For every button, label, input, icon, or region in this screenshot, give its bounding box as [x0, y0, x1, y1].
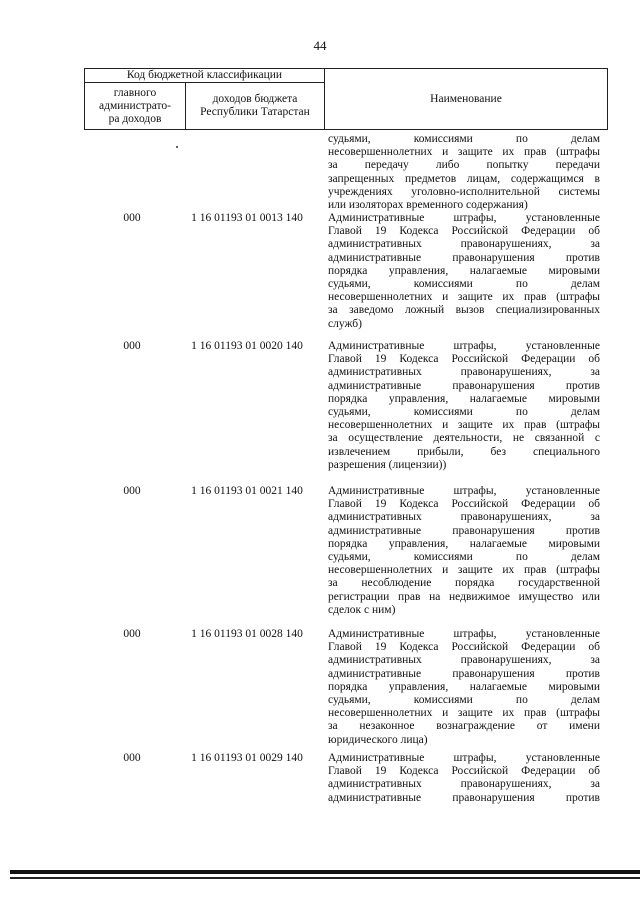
revenue-code-cell: 1 16 01193 01 0028 140: [191, 628, 303, 640]
name-text-line: судьями, комиссиями по делам: [328, 278, 600, 291]
name-text-line: Главой 19 Кодекса Российской Федерации об: [328, 353, 600, 366]
name-text-line: административные правонарушения против: [328, 667, 600, 680]
table-header: [84, 68, 608, 130]
name-text-line: сделок с ним): [328, 603, 396, 616]
table-row: [84, 340, 608, 472]
name-text-line: разрешения (лицензии)): [328, 458, 447, 471]
page-number: 44: [313, 38, 327, 53]
name-text-line: порядка управления, налагаемые мировыми: [328, 537, 600, 550]
name-text-line: административные правонарушения против: [328, 524, 600, 537]
name-text-line: за заведомо ложный вызов специализированных: [328, 304, 600, 317]
admin-code-cell: 000: [123, 212, 141, 224]
name-text-line: Административные штрафы, установленные: [328, 212, 600, 224]
admin-header-line: ра доходов: [108, 112, 162, 125]
revenue-code-cell: 1 16 01193 01 0029 140: [191, 752, 303, 764]
admin-code-cell: 000: [123, 628, 141, 640]
name-text-line: Главой 19 Кодекса Российской Федерации об: [328, 498, 600, 511]
admin-code-cell: 000: [123, 485, 141, 497]
name-text-line: судьями, комиссиями по делам: [328, 406, 600, 419]
name-text-line: Главой 19 Кодекса Российской Федерации об: [328, 641, 600, 654]
name-text-line: Административные штрафы, установленные: [328, 628, 600, 640]
table-row: [84, 485, 608, 617]
table-row: [84, 133, 608, 212]
name-text-line: несовершеннолетних и защите их прав (штрафы: [328, 291, 600, 304]
table-row: [84, 628, 608, 747]
name-text-line: юридического лица): [328, 733, 428, 746]
name-text-line: судьями, комиссиями по делам: [328, 551, 600, 564]
name-text-line: административные правонарушения против: [328, 251, 600, 264]
name-text-line: административных правонарушениях, за: [328, 778, 600, 791]
name-text-line: Административные штрафы, установленные: [328, 752, 600, 764]
name-text-line: за осуществление деятельности, не связанной с: [328, 432, 600, 445]
admin-code-cell: 000: [123, 340, 141, 352]
name-text-line: административных правонарушениях, за: [328, 511, 600, 524]
budget-classification-group-header: Код бюджетной классификации: [85, 69, 325, 83]
name-text-line: за несоблюдение порядка государственной: [328, 577, 600, 590]
name-text-line: несовершеннолетних и защите их прав (штрафы: [328, 419, 600, 432]
name-cell: [328, 340, 600, 472]
name-text-line: несовершеннолетних и защите их прав (штрафы: [328, 564, 600, 577]
name-text-line: учреждениях уголовно-исполнительной системы: [328, 185, 600, 198]
revenue-code-cell: 1 16 01193 01 0021 140: [191, 485, 303, 497]
name-column-header: Наименование: [325, 69, 608, 130]
name-text-line: Административные штрафы, установленные: [328, 340, 600, 352]
revenue-code-cell: 1 16 01193 01 0020 140: [191, 340, 303, 352]
name-text-line: Административные штрафы, установленные: [328, 485, 600, 497]
name-cell: [328, 628, 600, 747]
name-text-line: несовершеннолетних и защите их прав (штрафы: [328, 146, 600, 159]
bottom-border: [10, 870, 640, 874]
name-text-line: судьями, комиссиями по делам: [328, 133, 600, 145]
name-text-line: административных правонарушениях, за: [328, 238, 600, 251]
name-text-line: административных правонарушениях, за: [328, 654, 600, 667]
admin-header-line: главного: [113, 86, 157, 99]
name-cell: [328, 212, 600, 331]
name-text-line: административных правонарушениях, за: [328, 366, 600, 379]
name-text-line: запрещенных предметов лицам, содержащимся в: [328, 172, 600, 185]
revenue-code-cell: 1 16 01193 01 0013 140: [191, 212, 303, 224]
name-text-line: административные правонарушения против: [328, 379, 600, 392]
name-text-line: порядка управления, налагаемые мировыми: [328, 680, 600, 693]
admin-column-header: [85, 83, 186, 130]
revenue-header-line: доходов бюджета: [212, 93, 298, 105]
revenue-header-line: Республики Татарстан: [200, 106, 310, 118]
name-text-line: служб): [328, 317, 362, 330]
name-text-line: регистрации прав на недвижимое имущество или: [328, 590, 600, 603]
name-text-line: Главой 19 Кодекса Российской Федерации об: [328, 225, 600, 238]
name-text-line: за незаконное вознаграждение от имени: [328, 720, 600, 733]
name-text-line: или изоляторах временного содержания): [328, 199, 528, 212]
name-text-line: извлечением прибыли, без специального: [328, 445, 600, 458]
name-text-line: судьями, комиссиями по делам: [328, 694, 600, 707]
name-text-line: Главой 19 Кодекса Российской Федерации об: [328, 765, 600, 778]
admin-header-line: администрато-: [99, 99, 171, 112]
revenue-code-column-header: [186, 83, 325, 130]
name-text-line: порядка управления, налагаемые мировыми: [328, 264, 600, 277]
name-cell: [328, 133, 600, 212]
name-text-line: порядка управления, налагаемые мировыми: [328, 392, 600, 405]
table-row: [84, 212, 608, 331]
name-text-line: несовершеннолетних и защите их прав (штрафы: [328, 707, 600, 720]
bottom-border-thin: [10, 877, 640, 879]
table-row: [84, 752, 608, 805]
name-text-line: за передачу либо попытку передачи: [328, 159, 600, 172]
name-cell: [328, 485, 600, 617]
admin-code-cell: 000: [123, 752, 141, 764]
name-cell: [328, 752, 600, 805]
name-text-line: административные правонарушения против: [328, 791, 600, 804]
